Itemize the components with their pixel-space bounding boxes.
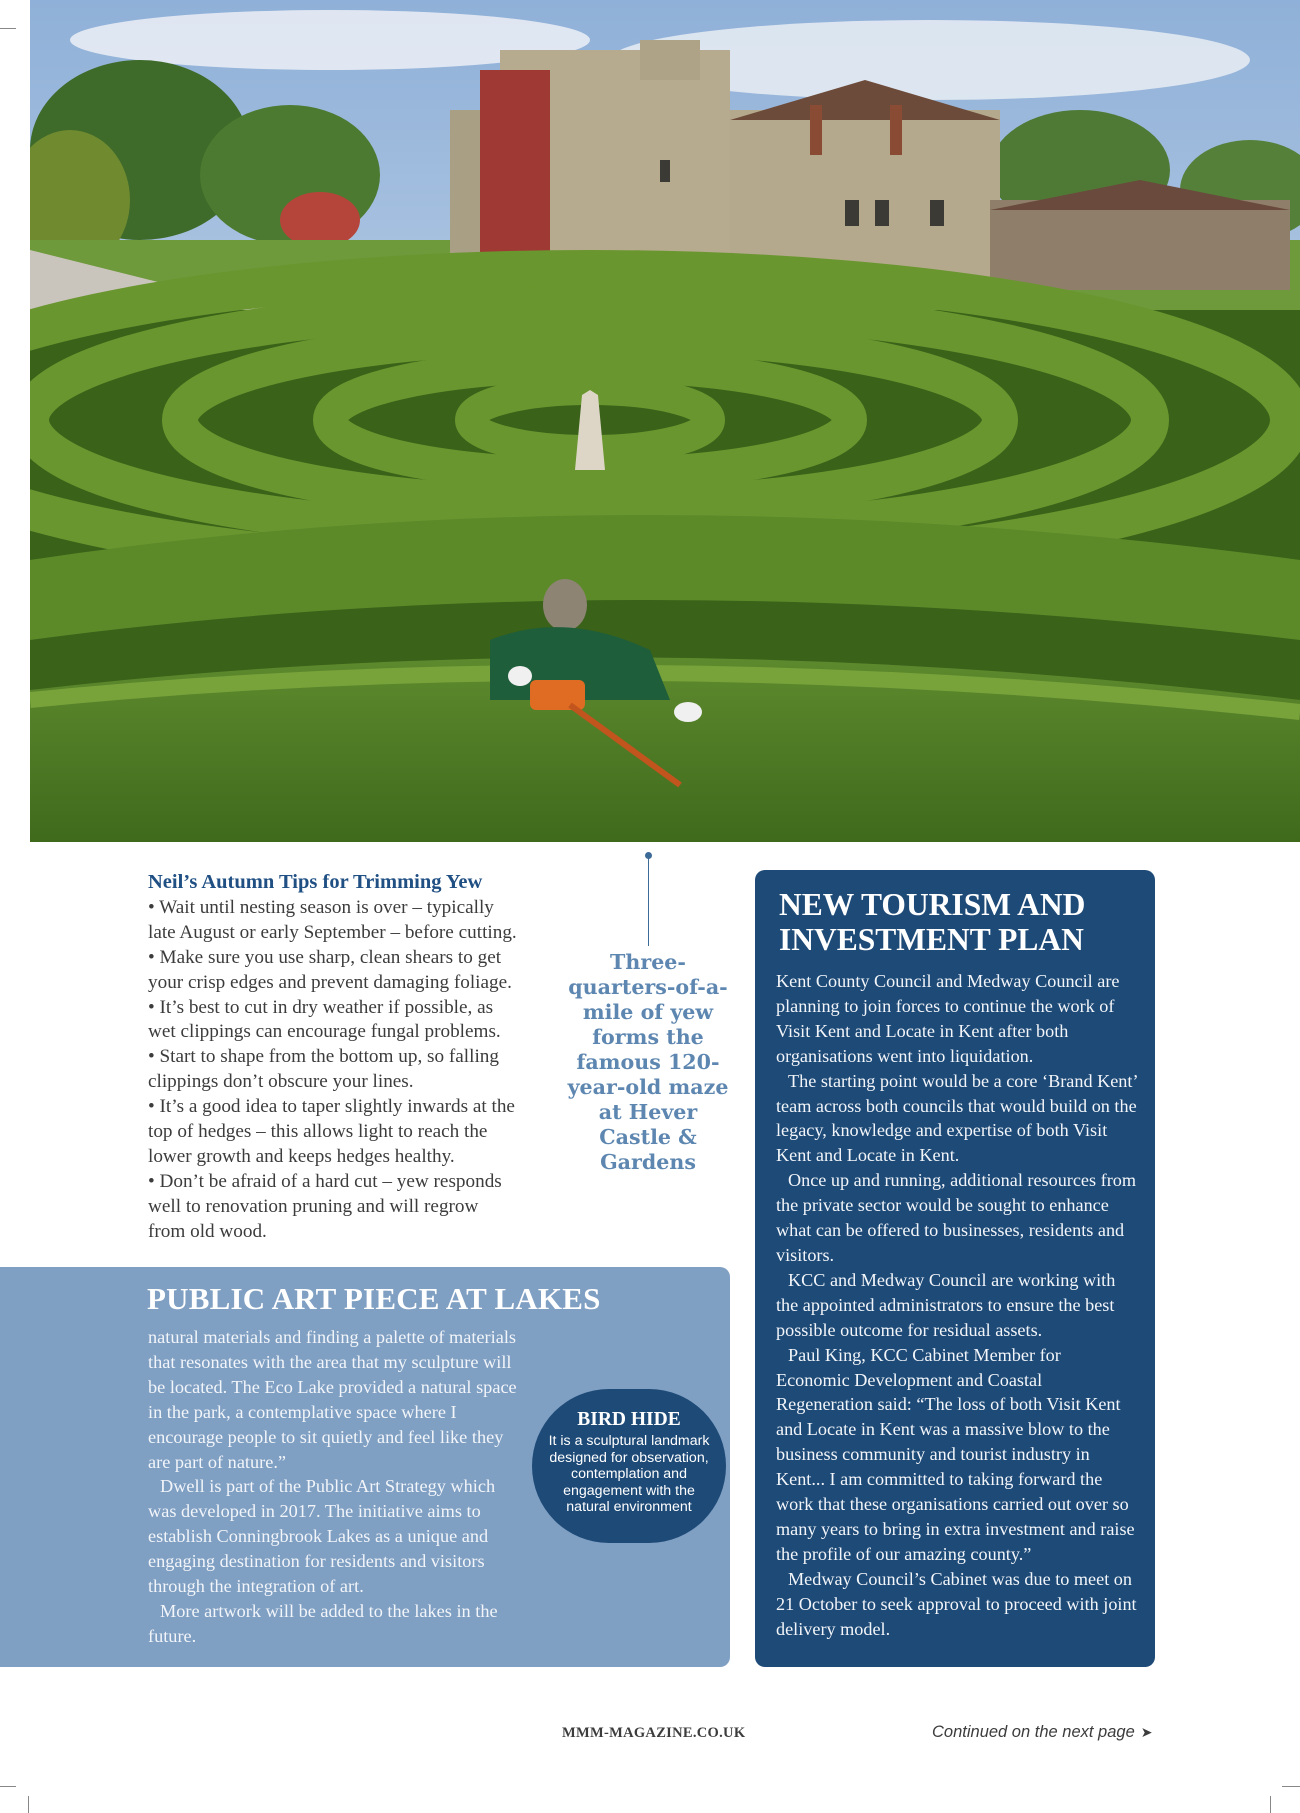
crop-mark xyxy=(1282,1786,1300,1787)
arrow-right-icon: ➤ xyxy=(1140,1724,1153,1740)
crop-mark xyxy=(1270,1796,1271,1813)
tip-item: • It’s a good idea to taper slightly inwards at the top of hedges – this allows light to reach the lower growth and keeps hedges healthy. xyxy=(148,1096,515,1167)
tourism-paragraph: Medway Council’s Cabinet was due to meet on 21 October to seek approval to proceed with joint delivery model. xyxy=(776,1568,1137,1639)
tips-title: Neil’s Autumn Tips for Trimming Yew xyxy=(148,871,483,893)
tourism-plan-box xyxy=(755,870,1155,1667)
public-art-paragraph: natural materials and finding a palette of materials that resonates with the area that my sculpture will be located. The Eco Lake provided a natural space in the park, a contemplative space where I encourage people to sit quietly and feel like they are part of nature.” xyxy=(148,1327,517,1472)
bird-hide-text: It is a sculptural landmark designed for observation, contemplation and engagement with the natural environment xyxy=(548,1433,710,1516)
public-art-body xyxy=(148,1325,528,1649)
public-art-heading: PUBLIC ART PIECE AT LAKES xyxy=(147,1281,601,1316)
public-art-paragraph: Dwell is part of the Public Art Strategy which was developed in 2017. The initiative aims to establish Conningbrook Lakes as a unique and engaging destination for residents and visitors through the integration of art. xyxy=(148,1476,496,1597)
tourism-paragraph: Kent County Council and Medway Council are planning to join forces to continue the work of Visit Kent and Locate in Kent after both organisations went into liquidation. xyxy=(776,971,1120,1066)
footer-site-url[interactable]: MMM-MAGAZINE.CO.UK xyxy=(562,1725,746,1741)
bird-hide-title: BIRD HIDE xyxy=(577,1409,681,1430)
tourism-paragraph: KCC and Medway Council are working with the appointed administrators to ensure the best possible outcome for residual assets. xyxy=(776,1269,1116,1340)
tip-item: • Wait until nesting season is over – typically late August or early September – before cutting. xyxy=(148,896,517,943)
crop-mark xyxy=(0,1786,16,1787)
crop-mark xyxy=(0,28,16,29)
crop-mark xyxy=(28,1796,29,1813)
continued-text: Continued on the next page xyxy=(932,1723,1135,1741)
pull-quote-rule xyxy=(648,856,649,946)
public-art-box xyxy=(0,1267,730,1667)
tourism-body xyxy=(776,969,1138,1641)
tourism-paragraph: Once up and running, additional resources from the private sector would be sought to enhance what can be offered to businesses, residents and visitors. xyxy=(776,1170,1136,1265)
tourism-paragraph: The starting point would be a core ‘Brand Kent’ team across both councils that would build on the legacy, knowledge and expertise of both Visit Kent and Locate in Kent. xyxy=(776,1070,1138,1166)
tourism-heading: NEW TOURISM AND INVESTMENT PLAN xyxy=(779,887,1086,957)
tip-item: • Make sure you use sharp, clean shears to get your crisp edges and prevent damaging foliage. xyxy=(148,946,512,993)
autumn-tips xyxy=(148,870,520,1245)
public-art-paragraph: More artwork will be added to the lakes in the future. xyxy=(148,1600,498,1646)
bird-hide-badge xyxy=(532,1389,726,1543)
hero-photo-hever-castle-maze xyxy=(30,0,1300,842)
tip-item: • Don’t be afraid of a hard cut – yew responds well to renovation pruning and will regrow from old wood. xyxy=(148,1170,502,1242)
tourism-paragraph: Paul King, KCC Cabinet Member for Economic Development and Coastal Regeneration said: “The loss of both Visit Kent and Locate in Kent was a massive blow to the business community and tourist industry in Kent... I am committed to taking forward the work that these organisations carried out over so many years to bring in extra investment and raise the profile of our amazing county.” xyxy=(776,1344,1135,1564)
footer-continued xyxy=(932,1723,1152,1742)
tip-item: • Start to shape from the bottom up, so falling clippings don’t obscure your lines. xyxy=(148,1046,499,1093)
pull-quote: Three-quarters-of-a-mile of yew forms the famous 120-year-old maze at Hever Castle & Gardens xyxy=(567,950,729,1174)
tip-item: • It’s best to cut in dry weather if possible, as wet clippings can encourage fungal problems. xyxy=(148,996,501,1043)
